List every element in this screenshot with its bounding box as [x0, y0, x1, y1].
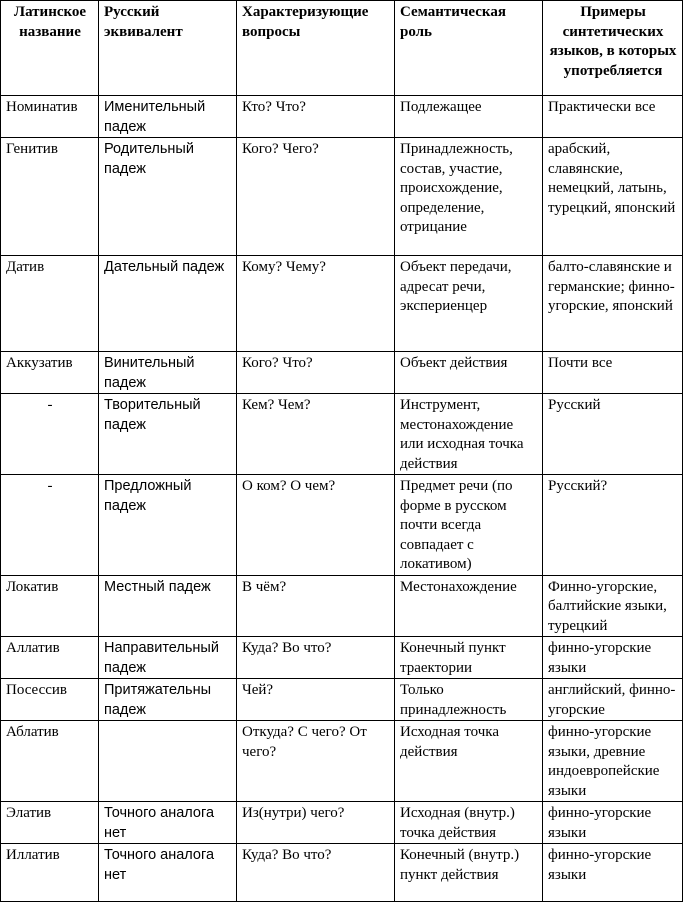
- cell-russian: [99, 721, 237, 802]
- table-row: [1, 844, 683, 902]
- cell-russian: Точного аналога нет: [99, 802, 237, 844]
- header-languages: Примеры синтетических языков, в которых употребляется: [543, 1, 683, 96]
- header-row: [1, 1, 683, 96]
- cell-role: Подлежащее: [395, 96, 543, 138]
- cell-russian: Притяжательны падеж: [99, 679, 237, 721]
- cell-russian: Творительный падеж: [99, 394, 237, 475]
- cell-latin: -: [1, 475, 99, 576]
- cell-questions: Откуда? С чего? От чего?: [237, 721, 395, 802]
- cell-role: Местонахождение: [395, 575, 543, 637]
- cell-role: Исходная (внутр.) точка действия: [395, 802, 543, 844]
- cell-languages: английский, финно-угорские: [543, 679, 683, 721]
- cell-latin: Локатив: [1, 575, 99, 637]
- cell-languages: финно-угорские языки: [543, 844, 683, 902]
- cell-questions: Из(нутри) чего?: [237, 802, 395, 844]
- cell-questions: О ком? О чем?: [237, 475, 395, 576]
- cell-russian: Местный падеж: [99, 575, 237, 637]
- cell-russian: Направительный падеж: [99, 637, 237, 679]
- table-row: [1, 575, 683, 637]
- cell-latin: Аблатив: [1, 721, 99, 802]
- table-row: [1, 352, 683, 394]
- header-questions: Характеризующие вопросы: [237, 1, 395, 96]
- cell-russian: Точного аналога нет: [99, 844, 237, 902]
- cell-latin: -: [1, 394, 99, 475]
- cell-role: Принадлежность, состав, участие, происхождение, определение, отрицание: [395, 138, 543, 256]
- cell-russian: Родительный падеж: [99, 138, 237, 256]
- cell-questions: Куда? Во что?: [237, 844, 395, 902]
- table-row: [1, 475, 683, 576]
- cell-role: Исходная точка действия: [395, 721, 543, 802]
- cell-questions: Куда? Во что?: [237, 637, 395, 679]
- cell-latin: Генитив: [1, 138, 99, 256]
- cell-latin: Элатив: [1, 802, 99, 844]
- cell-latin: Аккузатив: [1, 352, 99, 394]
- cell-russian: Дательный падеж: [99, 256, 237, 352]
- cell-latin: Датив: [1, 256, 99, 352]
- cell-languages: Почти все: [543, 352, 683, 394]
- table-row: [1, 394, 683, 475]
- table-row: [1, 802, 683, 844]
- cell-latin: Иллатив: [1, 844, 99, 902]
- cell-latin: Посессив: [1, 679, 99, 721]
- cell-role: Конечный (внутр.) пункт действия: [395, 844, 543, 902]
- cell-questions: Кого? Что?: [237, 352, 395, 394]
- cell-languages: Русский: [543, 394, 683, 475]
- cell-languages: балто-славянские и германские; финно-угорские, японский: [543, 256, 683, 352]
- cell-languages: Русский?: [543, 475, 683, 576]
- cell-languages: финно-угорские языки, древние индоевропейские языки: [543, 721, 683, 802]
- table-row: [1, 138, 683, 256]
- cell-role: Конечный пункт траектории: [395, 637, 543, 679]
- cell-role: Предмет речи (по форме в русском почти всегда совпадает с локативом): [395, 475, 543, 576]
- cell-languages: Финно-угорские, балтийские языки, турецкий: [543, 575, 683, 637]
- cell-russian: Винительный падеж: [99, 352, 237, 394]
- cell-role: Объект передачи, адресат речи, экспериенцер: [395, 256, 543, 352]
- cell-questions: Кем? Чем?: [237, 394, 395, 475]
- header-russian: Русский эквивалент: [99, 1, 237, 96]
- cell-russian: Именительный падеж: [99, 96, 237, 138]
- cell-role: Объект действия: [395, 352, 543, 394]
- cell-languages: финно-угорские языки: [543, 802, 683, 844]
- header-latin: Латинское название: [1, 1, 99, 96]
- table-row: [1, 256, 683, 352]
- cell-questions: Кто? Что?: [237, 96, 395, 138]
- cell-role: Только принадлежность: [395, 679, 543, 721]
- cell-role: Инструмент, местонахождение или исходная точка действия: [395, 394, 543, 475]
- table-row: [1, 721, 683, 802]
- table-row: [1, 679, 683, 721]
- cell-questions: Кого? Чего?: [237, 138, 395, 256]
- cell-latin: Номинатив: [1, 96, 99, 138]
- table-row: [1, 96, 683, 138]
- header-role: Семантическая роль: [395, 1, 543, 96]
- cell-russian: Предложный падеж: [99, 475, 237, 576]
- table-row: [1, 637, 683, 679]
- cell-languages: финно-угорские языки: [543, 637, 683, 679]
- cell-latin: Аллатив: [1, 637, 99, 679]
- cell-languages: Практически все: [543, 96, 683, 138]
- cell-questions: Кому? Чему?: [237, 256, 395, 352]
- cell-questions: Чей?: [237, 679, 395, 721]
- cell-languages: арабский, славянские, немецкий, латынь, турецкий, японский: [543, 138, 683, 256]
- cell-questions: В чём?: [237, 575, 395, 637]
